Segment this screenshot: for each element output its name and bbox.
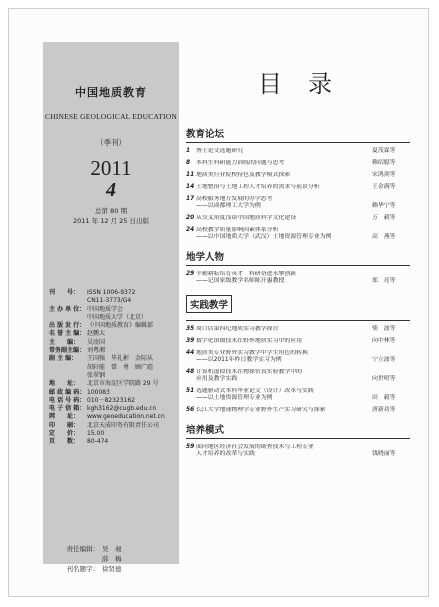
- info-row: [49, 289, 177, 297]
- page-number: 59: [186, 444, 195, 450]
- page-number: 14: [186, 184, 195, 190]
- info-value: 100083: [87, 388, 110, 396]
- info-label: 印 刷：: [49, 421, 80, 429]
- info-value: kgh3162@cugb.edu.cn: [87, 405, 157, 413]
- toc-entry-line: [186, 338, 410, 345]
- info-row: [49, 355, 177, 363]
- article-subtitle: ——记国家级教学名师陈开惠教授: [196, 278, 285, 284]
- toc-entry-line: [186, 227, 410, 234]
- article-author: 向世明等: [372, 376, 396, 382]
- article-author: 高 燕等: [372, 234, 396, 240]
- toc-entry[interactable]: [186, 271, 410, 285]
- credit-name: 徐贤德: [102, 565, 122, 573]
- info-label: 网 址：: [49, 413, 80, 421]
- credit-row: [51, 544, 176, 554]
- article-title: 高校教学质量影响因素体系分析: [196, 227, 279, 233]
- article-author: 赖华宁等: [372, 203, 396, 209]
- article-title: 辛勤耕耘培育英才 科研奋进永攀创新: [196, 271, 297, 277]
- info-row: [49, 364, 177, 372]
- page-number: 1: [186, 148, 191, 154]
- info-label: 刊 号：: [49, 289, 80, 296]
- toc-entry-line: [186, 172, 410, 179]
- toc-entry[interactable]: [186, 326, 410, 333]
- info-label: [49, 364, 87, 372]
- article-title: 地质类专业野外实习教学中学生角色的转换: [196, 350, 308, 356]
- article-subtitle: 应用及教学实践: [196, 376, 238, 382]
- credit-label: 刊名题字：: [66, 565, 99, 573]
- section-heading: 教育论坛: [186, 126, 410, 143]
- section-heading: 实践教学: [186, 295, 232, 313]
- toc-entry[interactable]: [186, 184, 410, 191]
- toc-entry-line: [186, 369, 410, 376]
- toc-entry-line: [186, 350, 410, 357]
- info-row: [49, 314, 177, 322]
- info-label: 页 数：: [49, 438, 80, 446]
- credit-name: 吴 昶: [102, 545, 122, 553]
- article-title: 地质类行业院校特色及教学模式探索: [196, 172, 291, 178]
- info-row: [49, 422, 177, 430]
- article-author: 唐新功等: [372, 407, 396, 413]
- toc-entry[interactable]: [186, 369, 410, 383]
- toc-entry[interactable]: [186, 407, 410, 414]
- article-author: 钱晓丽等: [372, 451, 396, 457]
- toc-entry[interactable]: [186, 388, 410, 402]
- info-label: 定 价：: [49, 430, 80, 438]
- total-issue-number: 总第 80 期: [95, 207, 127, 215]
- toc-section: [186, 249, 410, 285]
- page-number: 29: [186, 271, 195, 277]
- page-number: 44: [186, 350, 195, 356]
- section-heading: 地学人物: [186, 249, 410, 266]
- toc-entry[interactable]: [186, 350, 410, 364]
- info-value: 胡轩能 曾 勇 顾广彪: [87, 363, 154, 371]
- toc-entry-subline: [186, 395, 410, 402]
- info-label: 出 版 发 行：: [49, 322, 86, 330]
- credit-row: [51, 554, 176, 564]
- page-number: 48: [186, 369, 195, 375]
- article-title: 选题驱动式本科毕业论文（设计）改革与实践: [196, 388, 314, 394]
- publication-frequency: （季刊）: [96, 138, 126, 147]
- info-row: [49, 380, 177, 388]
- article-author: 宋鸿剑等: [372, 172, 396, 178]
- toc-entry-subline: [186, 357, 410, 364]
- toc-entry[interactable]: [186, 196, 410, 210]
- info-row: [49, 389, 177, 397]
- toc-entry-line: [186, 444, 410, 451]
- info-row: [49, 339, 177, 347]
- article-subtitle: ——以2011年柞日教学实习为例: [196, 357, 282, 363]
- info-value: 《中国地质教育》编辑部: [87, 322, 154, 330]
- toc-entry-line: [186, 271, 410, 278]
- info-label: 主 办 单 位：: [49, 305, 86, 313]
- article-title: 长江大学地球物理学专业野外生产实习研究与探索: [196, 407, 326, 413]
- info-value: 北京市海淀区学院路 29 号: [87, 380, 159, 388]
- toc-entry[interactable]: [186, 215, 410, 222]
- info-row: [49, 397, 177, 405]
- article-author: 郑 亮等: [372, 278, 396, 284]
- toc-section: [186, 126, 410, 241]
- toc-entry-subline: [186, 278, 410, 285]
- page-number: 39: [186, 338, 195, 344]
- publication-date: 2011 年 12 月 25 日出版: [73, 217, 149, 225]
- article-author: 王金满等: [372, 184, 396, 190]
- info-value: www.geoeducation.net.cn: [87, 413, 165, 421]
- info-label: 常务副主编：: [49, 347, 86, 355]
- toc-entry-subline: [186, 376, 410, 383]
- toc-heading: 目录: [258, 70, 358, 98]
- toc-entry[interactable]: [186, 172, 410, 179]
- toc-entry-line: [186, 326, 410, 333]
- info-label: 电 子 信 箱：: [49, 405, 86, 413]
- article-subtitle: ——以成都理工大学为例: [196, 203, 261, 209]
- article-title: 土地整治与土地工程人才培养的需求与前景分析: [196, 184, 320, 190]
- section-heading-wrap: [186, 293, 410, 321]
- info-label: 副 主 编：: [49, 355, 78, 363]
- article-title: 高校服务地方发展的办学思考: [196, 196, 273, 202]
- page-number: 51: [186, 388, 195, 394]
- toc-entry-subline: [186, 451, 410, 458]
- toc-entry-subline: [186, 234, 410, 241]
- article-title: 计算机虚拟技术在物探仿真实验教学中的: [196, 369, 303, 375]
- article-author: 万 毅等: [372, 215, 396, 221]
- toc-sections: [186, 126, 410, 466]
- info-row: [49, 413, 177, 421]
- article-subtitle: ——以土地资源管理专业为例: [196, 395, 273, 401]
- article-title: 面向地区经济社会发展的勘查技术与工程专业: [196, 444, 314, 450]
- info-value: 赵鹏大: [87, 330, 106, 338]
- page-number: 20: [186, 215, 195, 221]
- issue-number: 4: [106, 179, 116, 201]
- toc-entry-line: [186, 196, 410, 203]
- page-number: 35: [186, 326, 195, 332]
- toc-section: [186, 293, 410, 414]
- info-value: 张翠钢: [87, 371, 106, 379]
- toc-entry[interactable]: [186, 338, 410, 345]
- info-label: 名 誉 主 编：: [49, 330, 86, 338]
- cover-info-column: [43, 42, 179, 573]
- info-label: [49, 297, 87, 305]
- journal-title-en: CHINESE GEOLOGICAL EDUCATION: [45, 112, 177, 121]
- masthead-info: [49, 289, 177, 447]
- info-label: 主 编：: [49, 338, 80, 346]
- toc-entry-line: [186, 184, 410, 191]
- info-value: 王国强 毕礼彬 金际从: [87, 355, 154, 363]
- toc-entry-line: [186, 388, 410, 395]
- toc-entry[interactable]: [186, 444, 410, 458]
- article-author: 向中林等: [372, 338, 396, 344]
- article-title: 数字化填图技术在野外地质实习中的应用: [196, 338, 303, 344]
- toc-entry-line: [186, 148, 410, 155]
- info-row: [49, 330, 177, 338]
- article-subtitle: ——以中国地质大学（武汉）土地资源管理专业为例: [196, 234, 332, 240]
- info-value: 吴淦国: [87, 338, 106, 346]
- article-title: 周口店第四纪地质实习教学探讨: [196, 326, 279, 332]
- article-author: 赖绍聪等: [372, 160, 396, 166]
- info-value: ISSN 1006-9372: [87, 289, 136, 296]
- toc-entry-line: [186, 215, 410, 222]
- info-value: 北京天成印务有限责任公司: [87, 421, 160, 429]
- editorial-credits: [51, 544, 176, 574]
- toc-entry[interactable]: [186, 227, 410, 241]
- article-author: 夏茂霖等: [372, 148, 396, 154]
- info-value: 刘粤湘: [87, 347, 106, 355]
- info-row: [49, 306, 177, 314]
- toc-entry-line: [186, 407, 410, 414]
- info-label: 电 话 号 码：: [49, 396, 86, 404]
- info-value: 15.00: [87, 430, 105, 438]
- toc-entry-line: [186, 160, 410, 167]
- info-value: 80-474: [87, 438, 109, 446]
- article-title: 博士论文选题研究: [196, 148, 244, 154]
- article-author: 宁立波等: [372, 357, 396, 363]
- credit-name: 薛 梅: [102, 555, 122, 563]
- article-title: 从交叉角度浅谈中国地质科学文化建设: [196, 215, 297, 221]
- info-value: CN11-3773/G4: [87, 297, 132, 305]
- toc-entry-subline: [186, 203, 410, 210]
- page-number: 11: [186, 172, 195, 178]
- credit-label: [51, 554, 99, 564]
- article-author: 柴 波等: [372, 326, 396, 332]
- page-number: 17: [186, 196, 195, 202]
- article-author: 田 毅等: [372, 395, 396, 401]
- article-subtitle: 人才培养的改革与实践: [196, 451, 255, 457]
- info-label: 邮 政 编 码：: [49, 388, 86, 396]
- credit-row: [51, 564, 176, 574]
- info-row: [49, 438, 177, 446]
- article-title: 本科生科研能力训练的问题与思考: [196, 160, 285, 166]
- credit-label: 责任编辑：: [66, 545, 99, 553]
- page-number: 8: [186, 160, 191, 166]
- page-number: 24: [186, 227, 195, 233]
- toc-entry[interactable]: [186, 148, 410, 155]
- issue-year: 2011: [90, 156, 132, 180]
- info-value: 010－82323162: [87, 396, 135, 404]
- info-row: [49, 297, 177, 305]
- toc-section: [186, 422, 410, 458]
- journal-title-cn: 中国地质教育: [75, 86, 147, 99]
- info-label: 地 址：: [49, 380, 80, 388]
- info-label: [49, 314, 87, 322]
- info-value: 中国地质学会: [87, 305, 124, 313]
- page-number: 56: [186, 407, 195, 413]
- section-heading: 培养模式: [186, 422, 410, 439]
- toc-entry[interactable]: [186, 160, 410, 167]
- info-value: 中国地质大学（北京）: [87, 313, 148, 321]
